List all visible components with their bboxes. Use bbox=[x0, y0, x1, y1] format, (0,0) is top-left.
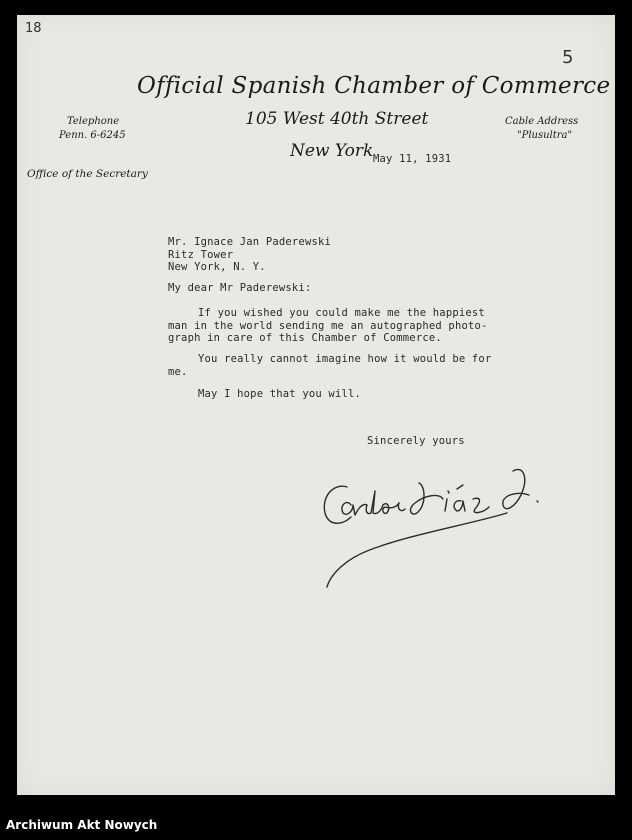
telephone-number: Penn. 6-6245 bbox=[59, 130, 126, 141]
letterhead-address: 105 West 40th Street bbox=[245, 109, 429, 129]
recipient-line: New York, N. Y. bbox=[168, 261, 266, 273]
salutation: My dear Mr Paderewski: bbox=[168, 282, 312, 294]
archive-number-left: 18 bbox=[25, 21, 42, 36]
recipient-line: Ritz Tower bbox=[168, 248, 234, 261]
archive-number-right: 5 bbox=[562, 47, 574, 68]
letterhead-city: New York bbox=[290, 141, 374, 161]
cable-label: Cable Address bbox=[505, 116, 579, 127]
office-label: Office of the Secretary bbox=[27, 168, 148, 180]
paragraph-line: man in the world sending me an autographed photo- bbox=[168, 319, 488, 332]
recipient-line: Mr. Ignace Jan Paderewski bbox=[168, 236, 332, 248]
paragraph-line: If you wished you could make me the happiest bbox=[198, 307, 485, 319]
paragraph-1 bbox=[168, 307, 488, 345]
telephone-label: Telephone bbox=[67, 116, 120, 127]
closing: Sincerely yours bbox=[367, 435, 465, 447]
paragraph-line: You really cannot imagine how it would be for bbox=[198, 353, 492, 365]
letterhead-org-name: Official Spanish Chamber of Commerce bbox=[137, 73, 611, 99]
letter-date: May 11, 1931 bbox=[373, 153, 452, 165]
letter-paper bbox=[17, 15, 615, 795]
paragraph-line: me. bbox=[168, 365, 188, 378]
paragraph-3: May I hope that you will. bbox=[198, 388, 362, 400]
archive-label: Archiwum Akt Nowych bbox=[6, 818, 158, 832]
cable-value: "Plusultra" bbox=[517, 130, 573, 141]
signature-image bbox=[307, 455, 557, 595]
paragraph-line: graph in care of this Chamber of Commerce. bbox=[168, 332, 442, 344]
recipient-block bbox=[168, 236, 331, 274]
archive-footer bbox=[0, 808, 632, 840]
paragraph-2 bbox=[168, 353, 491, 378]
